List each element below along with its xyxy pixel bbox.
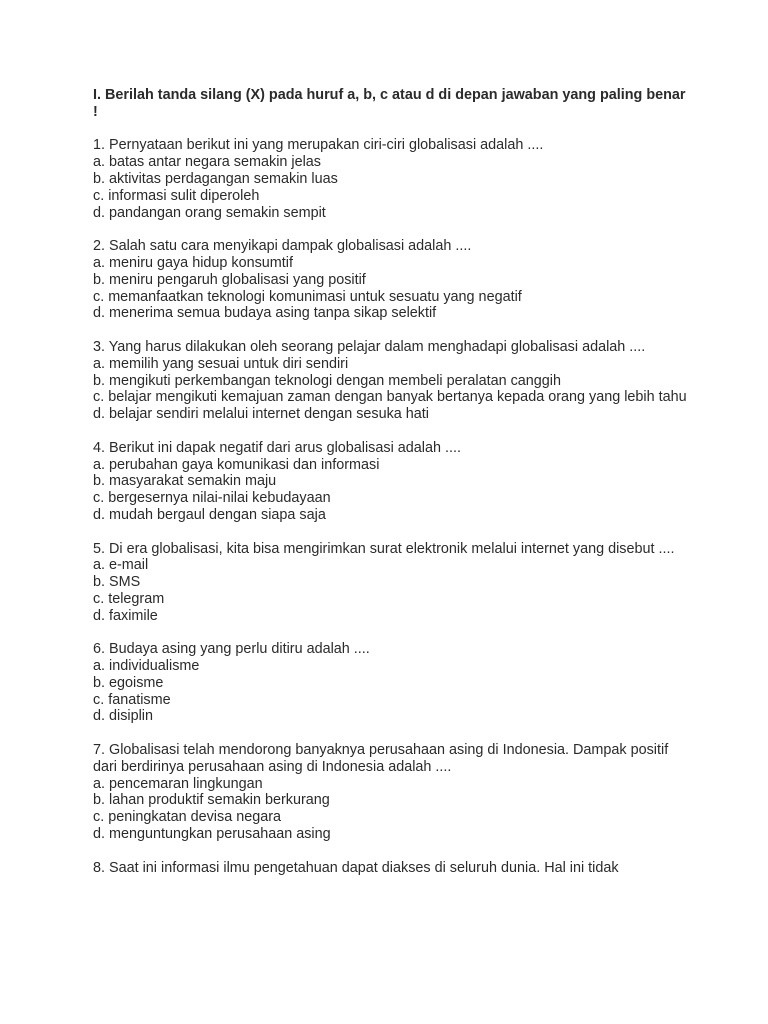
option-d: d. disiplin	[93, 708, 153, 725]
question-7	[93, 742, 693, 843]
question-text: 2. Salah satu cara menyikapi dampak globalisasi adalah ....	[93, 238, 472, 255]
instruction-heading: I. Berilah tanda silang (X) pada huruf a, b, c atau d di depan jawaban yang paling benar !	[93, 87, 686, 120]
question-5	[93, 541, 693, 625]
option-d: d. menguntungkan perusahaan asing	[93, 826, 331, 843]
question-text: 3. Yang harus dilakukan oleh seorang pelajar dalam menghadapi globalisasi adalah ....	[93, 338, 646, 355]
question-3	[93, 339, 693, 423]
option-a: a. perubahan gaya komunikasi dan informasi	[93, 456, 380, 473]
question-text: 5. Di era globalisasi, kita bisa mengirimkan surat elektronik melalui internet yang disebut ....	[93, 540, 675, 557]
option-b: b. aktivitas perdagangan semakin luas	[93, 170, 338, 187]
option-c: c. fanatisme	[93, 691, 171, 708]
option-d: d. faximile	[93, 607, 158, 624]
question-text: 4. Berikut ini dapak negatif dari arus globalisasi adalah ....	[93, 439, 461, 456]
option-d: d. belajar sendiri melalui internet dengan sesuka hati	[93, 406, 429, 423]
option-b: b. meniru pengaruh globalisasi yang positif	[93, 271, 366, 288]
option-c: c. telegram	[93, 590, 165, 607]
option-b: b. lahan produktif semakin berkurang	[93, 792, 330, 809]
option-a: a. pencemaran lingkungan	[93, 775, 263, 792]
question-8	[93, 860, 693, 877]
question-text: 7. Globalisasi telah mendorong banyaknya perusahaan asing di Indonesia. Dampak positif dari berdirinya perusahaan asing di Indonesia adalah ....	[93, 742, 669, 775]
option-d: d. mudah bergaul dengan siapa saja	[93, 506, 326, 523]
option-a: a. memilih yang sesuai untuk diri sendiri	[93, 355, 349, 372]
option-d: d. pandangan orang semakin sempit	[93, 204, 326, 221]
option-c: c. peningkatan devisa negara	[93, 809, 282, 826]
option-c: c. belajar mengikuti kemajuan zaman dengan banyak bertanya kepada orang yang lebih tahu	[93, 389, 687, 406]
option-a: a. e-mail	[93, 557, 149, 574]
option-a: a. individualisme	[93, 658, 200, 675]
option-b: b. egoisme	[93, 674, 164, 691]
question-text: 8. Saat ini informasi ilmu pengetahuan dapat diakses di seluruh dunia. Hal ini tidak	[93, 859, 619, 876]
document-page	[93, 87, 693, 893]
option-a: a. meniru gaya hidup konsumtif	[93, 254, 293, 271]
question-6	[93, 641, 693, 725]
question-4	[93, 440, 693, 524]
question-2	[93, 238, 693, 322]
option-b: b. SMS	[93, 574, 141, 591]
question-1	[93, 137, 693, 221]
question-text: 1. Pernyataan berikut ini yang merupakan ciri-ciri globalisasi adalah ....	[93, 137, 544, 154]
option-b: b. masyarakat semakin maju	[93, 473, 277, 490]
option-a: a. batas antar negara semakin jelas	[93, 154, 321, 171]
option-b: b. mengikuti perkembangan teknologi dengan membeli peralatan canggih	[93, 372, 562, 389]
option-c: c. memanfaatkan teknologi komunimasi untuk sesuatu yang negatif	[93, 288, 522, 305]
option-c: c. informasi sulit diperoleh	[93, 187, 260, 204]
option-c: c. bergesernya nilai-nilai kebudayaan	[93, 490, 331, 507]
option-d: d. menerima semua budaya asing tanpa sikap selektif	[93, 305, 437, 322]
question-text: 6. Budaya asing yang perlu ditiru adalah ....	[93, 641, 370, 658]
